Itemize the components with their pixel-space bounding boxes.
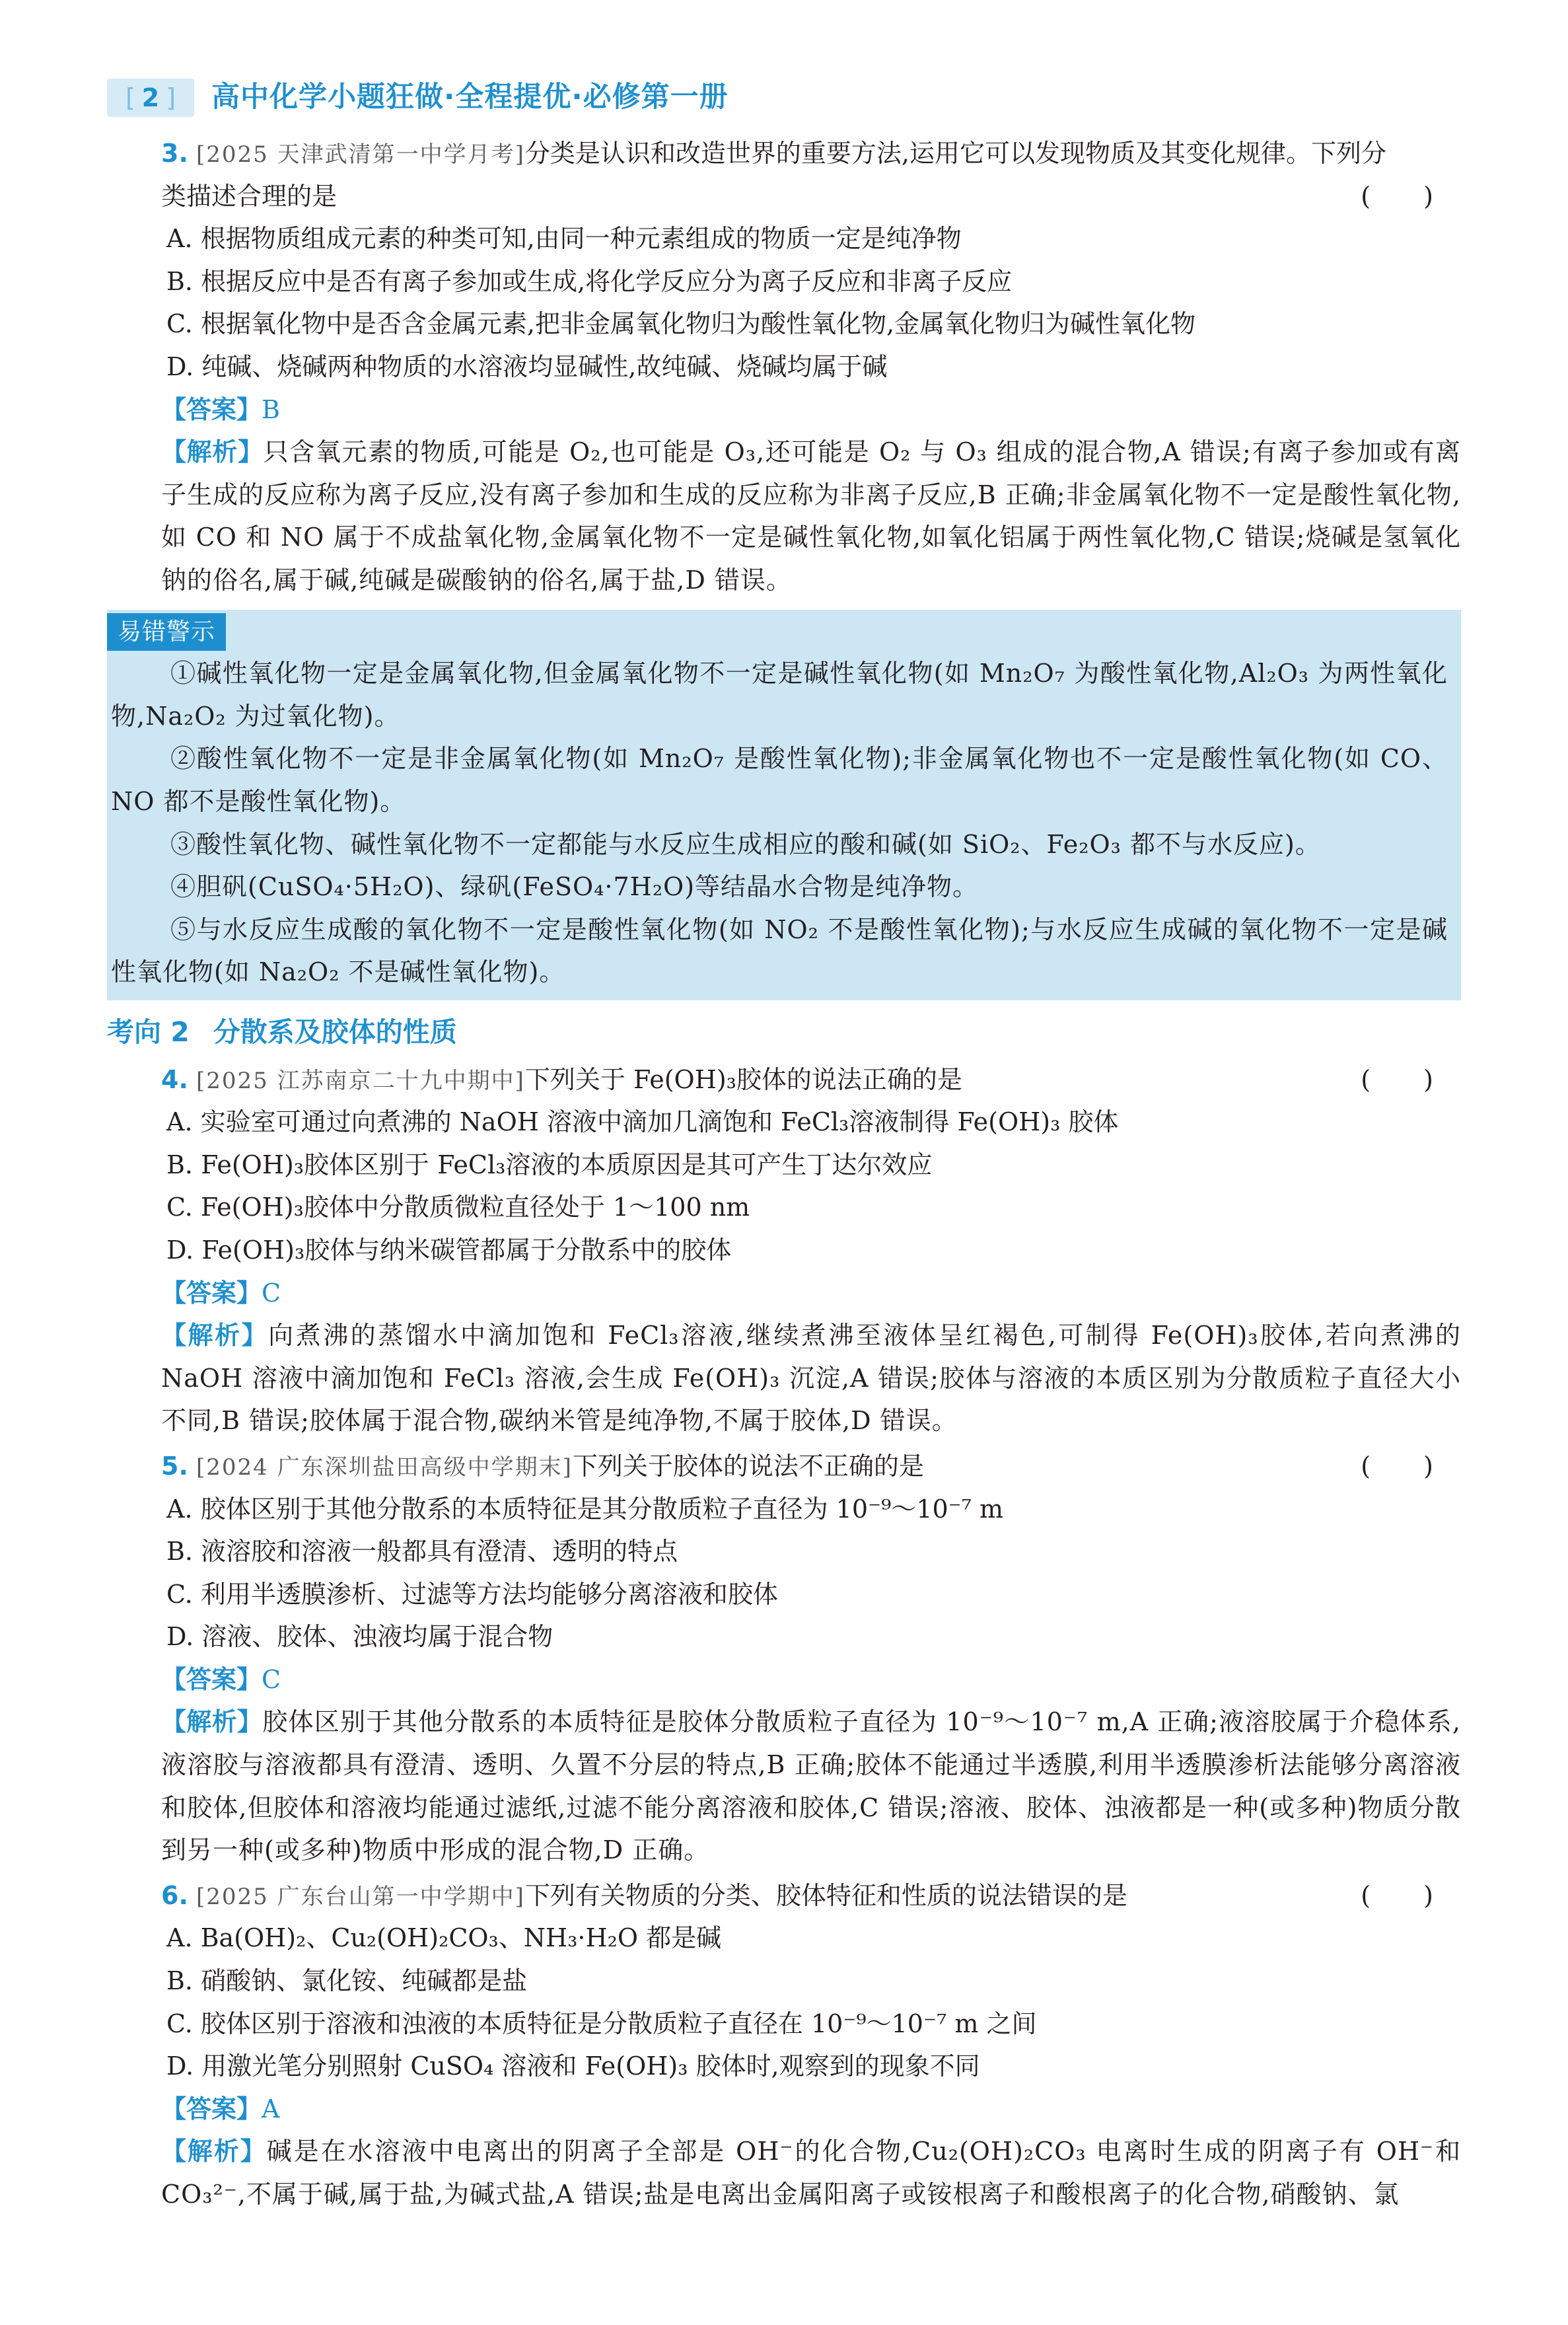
option-a: A. 根据物质组成元素的种类可知,由同一种元素组成的物质一定是纯净物 [166,224,962,254]
warning-item: ④胆矾(CuSO₄·5H₂O)、绿矾(FeSO₄·7H₂O)等结晶水合物是纯净物。 [170,872,979,902]
question-stem [107,1058,1461,1101]
question-5 [107,1445,1461,1872]
option-c: C. 根据氧化物中是否含金属元素,把非金属氧化物归为酸性氧化物,金属氧化物归为碱性氧化物 [166,309,1196,339]
running-header [107,73,729,123]
option-a: A. Ba(OH)₂、Cu₂(OH)₂CO₃、NH₃·H₂O 都是碱 [166,1923,722,1953]
question-source: [2025 天津武清第一中学月考] [196,141,525,168]
explanation-tag: 【解析】 [161,1707,263,1737]
question-source: [2025 广东台山第一中学期中] [196,1883,525,1910]
warning-item: ③酸性氧化物、碱性氧化物不一定都能与水反应生成相应的酸和碱(如 SiO₂、Fe₂O₃ 都不与水反应)。 [170,829,1321,859]
answer-bracket: ( ) [1361,1451,1456,1481]
explanation [107,431,1461,601]
option-a: A. 胶体区别于其他分散系的本质特征是其分散质粒子直径为 10⁻⁹～10⁻⁷ m [166,1494,1004,1524]
answer-tag: 【答案】 [161,2094,262,2123]
page-number: 2 [141,83,160,112]
explanation-text: 只含氧元素的物质,可能是 O₂,也可能是 O₃,还可能是 O₂ 与 O₃ 组成的混合物,A 错误;有离子参加或有离子生成的反应称为离子反应,没有离子参加和生成的反应称为非离子反应,B 正确;非金属氧化物不一定是酸性氧化物,如 CO 和 NO 属于不成盐氧化物,金属氧化物不一定是碱性氧化物,如氧化铝属于两性氧化物,C 错误;烧碱是氢氧化钠的俗名,属于碱,纯碱是碳酸钠的俗名,属于盐,D 错误。 [161,437,1461,595]
book-title: 高中化学小题狂做·全程提优·必修第一册 [211,81,729,114]
warning-item: ⑤与水反应生成酸的氧化物不一定是酸性氧化物(如 NO₂ 不是酸性氧化物);与水反应生成碱的氧化物不一定是碱性氧化物(如 Na₂O₂ 不是碱性氧化物)。 [111,914,1448,987]
section-heading [107,1010,1461,1056]
question-4 [107,1058,1461,1442]
option-d: D. 用激光笔分别照射 CuSO₄ 溶液和 Fe(OH)₃ 胶体时,观察到的现象不同 [166,2051,980,2081]
explanation [107,1701,1461,1871]
question-number: 6. [161,1880,188,1910]
explanation-tag: 【解析】 [161,2137,267,2166]
page-number-badge: [ 2 ] [107,79,194,117]
explanation-text: 碱是在水溶液中电离出的阴离子全部是 OH⁻的化合物,Cu₂(OH)₂CO₃ 电离时生成的阴离子有 OH⁻和 CO₃²⁻,不属于碱,属于盐,为碱式盐,A 错误;盐是电离出金属阳离子或铵根离子和酸根离子的化合物,硝酸钠、氯 [161,2137,1461,2209]
answer-bracket: ( ) [1361,181,1456,211]
option-d: D. 溶液、胶体、浊液均属于混合物 [166,1622,553,1652]
question-text: 下列有关物质的分类、胶体特征和性质的说法错误的是 [524,1880,1127,1910]
question-source: [2025 江苏南京二十九中期中] [196,1067,525,1094]
section-label: 考向 2 [107,1015,190,1048]
answer-line [107,388,1461,431]
answer-value: B [262,394,280,424]
answer-line [107,1658,1461,1701]
option-d: D. Fe(OH)₃胶体与纳米碳管都属于分散系中的胶体 [166,1235,732,1265]
section-title: 分散系及胶体的性质 [213,1015,457,1048]
answer-tag: 【答案】 [161,1664,262,1694]
question-stem [107,1445,1461,1488]
answer-tag: 【答案】 [161,1278,262,1308]
common-mistakes-box [107,610,1461,1000]
explanation-text: 胶体区别于其他分散系的本质特征是胶体分散质粒子直径为 10⁻⁹～10⁻⁷ m,A 正确;液溶胶属于介稳体系,液溶胶与溶液都具有澄清、透明、久置不分层的特点,B 正确;胶体不能通过半透膜,利用半透膜渗析法能够分离溶液和胶体,但胶体和溶液均能通过滤纸,过滤不能分离溶液和胶体,C 错误;溶液、胶体、浊液都是一种(或多种)物质分散到另一种(或多种)物质中形成的混合物,D 正确。 [161,1707,1461,1865]
question-stem [107,1874,1461,1917]
explanation-tag: 【解析】 [161,437,264,467]
question-number: 5. [161,1451,188,1481]
question-text: 下列关于 Fe(OH)₃胶体的说法正确的是 [524,1064,962,1094]
option-c: C. 利用半透膜渗析、过滤等方法均能够分离溶液和胶体 [166,1579,778,1609]
answer-value: C [262,1664,281,1694]
explanation [107,2130,1461,2215]
question-stem [107,132,1461,217]
option-c: C. Fe(OH)₃胶体中分散质微粒直径处于 1～100 nm [166,1193,750,1222]
option-b: B. 液溶胶和溶液一般都具有澄清、透明的特点 [166,1537,678,1567]
page-content [107,129,1461,2216]
answer-bracket: ( ) [1361,1880,1456,1910]
answer-value: C [262,1278,281,1308]
answer-bracket: ( ) [1361,1064,1456,1094]
question-6 [107,1874,1461,2216]
warning-item: ②酸性氧化物不一定是非金属氧化物(如 Mn₂O₇ 是酸性氧化物);非金属氧化物也不一定是酸性氧化物(如 CO、NO 都不是酸性氧化物)。 [111,744,1448,816]
question-text: 下列关于胶体的说法不正确的是 [572,1451,924,1481]
question-3 [107,132,1461,602]
answer-value: A [262,2094,280,2123]
answer-line [107,1272,1461,1315]
option-b: B. 硝酸钠、氯化铵、纯碱都是盐 [166,1966,528,1996]
explanation-text: 向煮沸的蒸馏水中滴加饱和 FeCl₃溶液,继续煮沸至液体呈红褐色,可制得 Fe(OH)₃胶体,若向煮沸的 NaOH 溶液中滴加饱和 FeCl₃ 溶液,会生成 Fe(OH)₃ 沉淀,A 错误;胶体与溶液的本质区别为分散质粒子直径大小不同,B 错误;胶体属于混合物,碳纳米管是纯净物,不属于胶体,D 错误。 [161,1321,1461,1436]
option-b: B. Fe(OH)₃胶体区别于 FeCl₃溶液的本质原因是其可产生丁达尔效应 [166,1150,933,1179]
explanation [107,1314,1461,1442]
common-mistakes-title: 易错警示 [107,613,226,651]
question-number: 4. [161,1064,188,1094]
explanation-tag: 【解析】 [161,1321,269,1350]
question-text: 分类是认识和改造世界的重要方法,运用它可以发现物质及其变化规律。下列分类描述合理的是 [161,139,1386,211]
answer-tag: 【答案】 [161,394,262,424]
option-b: B. 根据反应中是否有离子参加或生成,将化学反应分为离子反应和非离子反应 [166,266,1013,296]
option-c: C. 胶体区别于溶液和浊液的本质特征是分散质粒子直径在 10⁻⁹～10⁻⁷ m 之间 [166,2009,1037,2038]
question-number: 3. [161,139,188,168]
option-a: A. 实验室可通过向煮沸的 NaOH 溶液中滴加几滴饱和 FeCl₃溶液制得 Fe(OH)₃ 胶体 [166,1107,1119,1137]
option-d: D. 纯碱、烧碱两种物质的水溶液均显碱性,故纯碱、烧碱均属于碱 [166,351,888,381]
question-source: [2024 广东深圳盐田高级中学期末] [196,1454,573,1481]
answer-line [107,2088,1461,2131]
warning-item: ①碱性氧化物一定是金属氧化物,但金属氧化物不一定是碱性氧化物(如 Mn₂O₇ 为酸性氧化物,Al₂O₃ 为两性氧化物,Na₂O₂ 为过氧化物)。 [111,659,1448,731]
